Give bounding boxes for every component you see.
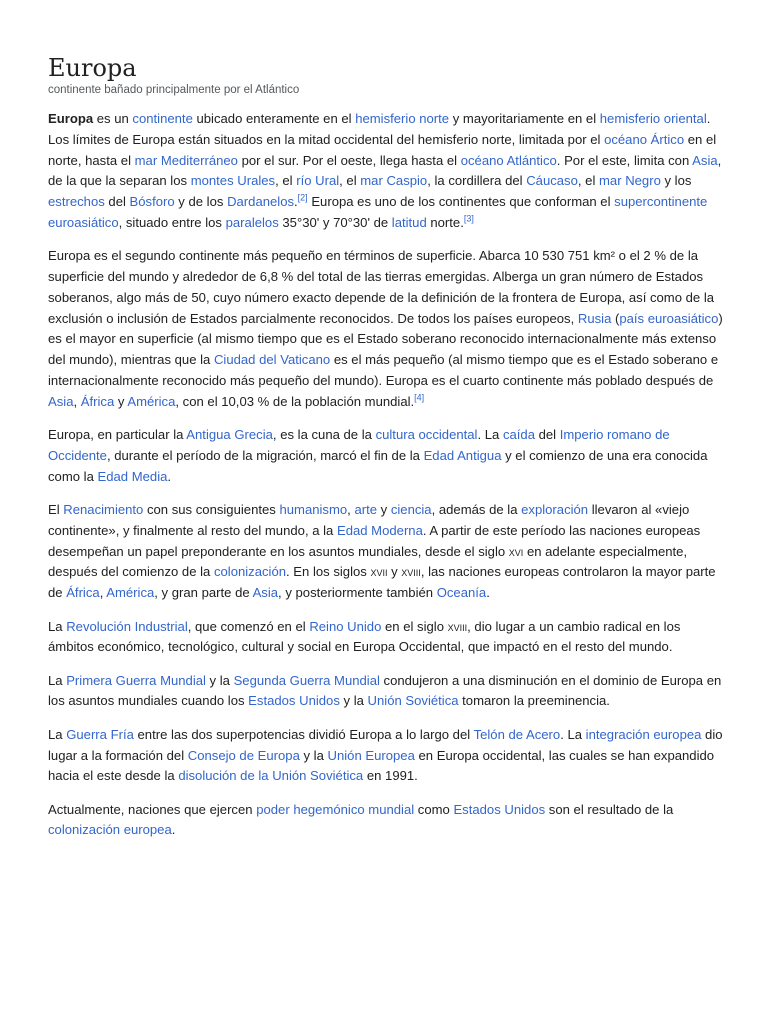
text-run: , el — [275, 173, 297, 189]
bold-term: Europa — [48, 111, 94, 126]
wiki-link[interactable]: Estados Unidos — [453, 801, 546, 817]
text-run: entre las dos superpotencias dividió Europa a lo largo del — [133, 726, 474, 742]
wiki-link[interactable]: mar Caspio — [360, 173, 428, 189]
wiki-link[interactable]: colonización europea — [48, 822, 172, 838]
text-run: La — [48, 672, 67, 688]
wiki-link[interactable]: mar Negro — [599, 173, 661, 189]
paragraph-8 — [48, 800, 723, 842]
text-run: , el — [577, 173, 599, 189]
wiki-link[interactable]: montes Urales — [190, 173, 276, 189]
wiki-link[interactable]: disolución de la Unión Soviética — [178, 768, 364, 784]
wiki-link[interactable]: Edad Antigua — [423, 447, 502, 463]
text-run: y — [114, 393, 128, 409]
text-run: . — [171, 822, 176, 838]
text-run: . — [167, 468, 172, 484]
text-run: condujeron a una disminución en el dominio de Europa en los asuntos mundiales cuando los — [48, 672, 722, 709]
wiki-link[interactable]: colonización — [213, 564, 287, 580]
text-run: El — [48, 502, 64, 518]
wiki-link[interactable]: Ciudad del Vaticano — [213, 352, 331, 368]
wiki-link[interactable]: América — [127, 393, 176, 409]
wiki-link[interactable]: Asia — [252, 585, 279, 601]
reference-citation[interactable]: [2] — [297, 192, 308, 203]
text-run: , y posteriormente también — [278, 585, 437, 601]
wiki-link[interactable]: integración europea — [585, 726, 702, 742]
wiki-link[interactable]: paralelos — [225, 214, 279, 230]
text-run: . A partir de este período las naciones europeas desempeñan un papel preponderante en los asuntos mundiales, desde el siglo — [48, 522, 701, 559]
text-run: por el sur. Por el oeste, llega hasta el — [237, 152, 461, 168]
text-run: . La — [560, 726, 586, 742]
text-run: es un — [93, 111, 133, 126]
wiki-link[interactable]: Primera Guerra Mundial — [66, 672, 206, 688]
wiki-link[interactable]: Renacimiento — [63, 502, 144, 518]
wiki-link[interactable]: Guerra Fría — [66, 726, 134, 742]
wiki-link[interactable]: humanismo — [279, 502, 348, 518]
text-run: ) es el mayor en superficie (al mismo tiempo que es el Estado soberano reconocido internacionalmente más extenso del mundo), mientras que la — [48, 310, 723, 368]
text-run: del — [534, 427, 560, 443]
wiki-link[interactable]: Cáucaso — [526, 173, 578, 189]
text-run: , además de la — [431, 502, 522, 518]
text-run: en Europa occidental, las cuales se han expandido hacia el este desde la — [48, 747, 715, 784]
reference-citation[interactable]: [4] — [414, 392, 425, 403]
text-run: , y gran parte de — [154, 585, 253, 601]
text-run: y la — [205, 672, 234, 688]
text-run: . La — [477, 427, 503, 443]
wiki-link[interactable]: hemisferio oriental — [599, 111, 707, 126]
wiki-link[interactable]: supercontinente euroasiático — [48, 194, 708, 230]
century-numeral: xviii — [401, 564, 421, 580]
wiki-link[interactable]: América — [106, 585, 155, 601]
text-run: La — [48, 618, 67, 634]
text-run: y la — [299, 747, 328, 763]
century-numeral: xvi — [508, 543, 524, 559]
text-run: como — [414, 801, 454, 817]
century-numeral: xviii — [447, 618, 468, 634]
wiki-link[interactable]: África — [66, 585, 100, 601]
text-run: ubicado enteramente en el — [192, 111, 356, 126]
wiki-link[interactable]: Unión Europea — [327, 747, 415, 763]
wiki-link[interactable]: Imperio romano de Occidente — [48, 427, 670, 463]
wiki-link[interactable]: arte — [354, 502, 377, 518]
text-run: , — [347, 502, 355, 518]
text-run: y la — [339, 693, 368, 709]
text-run: y — [387, 564, 402, 580]
text-run: Europa es el segundo continente más pequeño en términos de superficie. Abarca 10 530 751 km² o el 2 % de la superficie del mundo y alrededor de 6,8 % del total de las tierras emergidas. Alberga un gran número de Estados soberanos, algo más de 50, cuyo número exacto depende de la definición de la frontera de Europa, así como de la exclusión o inclusión de Estados parcialmente reconocidos. De todos los países europeos, — [48, 248, 715, 326]
reference-citation[interactable]: [3] — [463, 213, 474, 224]
paragraph-1 — [48, 109, 723, 234]
text-run: y de los — [174, 194, 228, 210]
wiki-link[interactable]: país euroasiático — [619, 310, 719, 326]
paragraph-4 — [48, 500, 723, 604]
article-body — [48, 109, 723, 841]
wiki-link[interactable]: Reino Unido — [309, 618, 382, 634]
text-run: y — [377, 502, 391, 518]
text-run: y el comienzo de una era conocida como la — [48, 447, 708, 484]
text-run: , el — [339, 173, 361, 189]
wiki-link[interactable]: Estados Unidos — [248, 693, 340, 709]
text-run: con sus consiguientes — [143, 502, 280, 518]
wiki-link[interactable]: Revolución Industrial — [66, 618, 188, 634]
paragraph-7 — [48, 725, 723, 787]
wiki-link[interactable]: poder hegemónico mundial — [256, 801, 415, 817]
wiki-link[interactable]: Rusia — [577, 310, 612, 326]
text-run: Actualmente, naciones que ejercen — [48, 801, 257, 817]
page-subtitle: continente bañado principalmente por el Atlántico — [48, 84, 300, 96]
text-run: , — [99, 585, 107, 601]
text-run: . En los siglos — [286, 564, 371, 580]
wiki-link[interactable]: África — [80, 393, 115, 409]
text-run: , que comenzó en el — [187, 618, 310, 634]
text-run: 35°30' y 70°30' de — [278, 214, 392, 230]
text-run: Europa, en particular la — [48, 427, 187, 443]
text-run: dio lugar a la formación del — [48, 726, 723, 763]
text-run: en adelante especialmente, después del comienzo de la — [48, 543, 688, 580]
wiki-link[interactable]: ciencia — [390, 502, 432, 518]
text-run: y mayoritariamente en el — [449, 111, 600, 126]
wiki-link[interactable]: Asia — [692, 152, 718, 168]
text-run: La — [48, 726, 67, 742]
text-run: Europa es uno de los continentes que conforman el — [307, 194, 615, 210]
wiki-link[interactable]: Bósforo — [129, 194, 175, 210]
text-run: y los — [660, 173, 692, 189]
wiki-link[interactable]: Asia — [48, 393, 74, 409]
wiki-link[interactable]: Unión Soviética — [367, 693, 459, 709]
text-run: , con el 10,03 % de la población mundial. — [175, 393, 415, 409]
century-numeral: xvii — [370, 564, 388, 580]
wiki-link[interactable]: Dardanelos — [227, 194, 295, 210]
wiki-link[interactable]: mar Mediterráneo — [134, 152, 238, 168]
wiki-link[interactable]: caída — [502, 427, 535, 443]
text-run: , durante el período de la migración, marcó el fin de la — [106, 447, 424, 463]
text-run: en el norte, hasta el — [48, 131, 717, 168]
text-run: , situado entre los — [118, 214, 226, 230]
wiki-link[interactable]: Segunda Guerra Mundial — [233, 672, 380, 688]
text-run: es el más pequeño (al mismo tiempo que es el Estado soberano e internacionalmente reconocido más pequeño del mundo). Europa es el cuarto continente más poblado después de — [48, 352, 719, 389]
paragraph-6 — [48, 671, 723, 713]
text-run: son el resultado de la — [545, 801, 674, 817]
wiki-link[interactable]: Oceanía — [436, 585, 487, 601]
wiki-link[interactable]: Antigua Grecia — [186, 427, 273, 443]
text-run: ( — [611, 310, 620, 326]
text-run: . Los límites de Europa están situados en la mitad occidental del hemisferio norte, limitada por el — [48, 111, 711, 147]
wiki-link[interactable]: estrechos — [48, 194, 105, 210]
text-run: en 1991. — [363, 768, 418, 784]
text-run: , las naciones europeas controlaron la mayor parte de — [48, 564, 716, 601]
wiki-link[interactable]: océano Atlántico — [460, 152, 557, 168]
wiki-link[interactable]: Telón de Acero — [473, 726, 561, 742]
paragraph-2 — [48, 246, 723, 412]
wiki-link[interactable]: Edad Media — [97, 468, 168, 484]
paragraph-3 — [48, 425, 723, 487]
wiki-link[interactable]: Edad Moderna — [336, 522, 423, 538]
text-run: , es la cuna de la — [272, 427, 376, 443]
text-run: . — [486, 585, 490, 601]
wiki-link[interactable]: río Ural — [296, 173, 340, 189]
wiki-link[interactable]: continente — [132, 111, 193, 126]
text-run: . Por el este, limita con — [556, 152, 693, 168]
wiki-link[interactable]: hemisferio norte — [355, 111, 450, 126]
text-run: del — [104, 194, 130, 210]
wiki-link[interactable]: Consejo de Europa — [187, 747, 300, 763]
text-run: . — [294, 194, 298, 210]
page-title: Europa — [48, 54, 137, 82]
wiki-link[interactable]: océano Ártico — [604, 131, 685, 147]
text-run: tomaron la preeminencia. — [458, 693, 610, 709]
text-run: en el siglo — [381, 618, 448, 634]
text-run: , — [73, 393, 81, 409]
text-run: , la cordillera del — [427, 173, 527, 189]
paragraph-5 — [48, 617, 723, 659]
text-run: , dio lugar a un cambio radical en los ámbitos económico, tecnológico, cultural y social en Europa Occidental, que impactó en el resto del mundo. — [48, 618, 681, 655]
wiki-link[interactable]: exploración — [521, 502, 589, 518]
text-run: norte. — [426, 214, 464, 230]
wiki-link[interactable]: cultura occidental — [375, 427, 478, 443]
text-run: llevaron al «viejo continente», y finalmente al resto del mundo, a la — [48, 502, 690, 538]
wiki-link[interactable]: latitud — [391, 214, 427, 230]
text-run: , de la que la separan los — [48, 152, 722, 189]
